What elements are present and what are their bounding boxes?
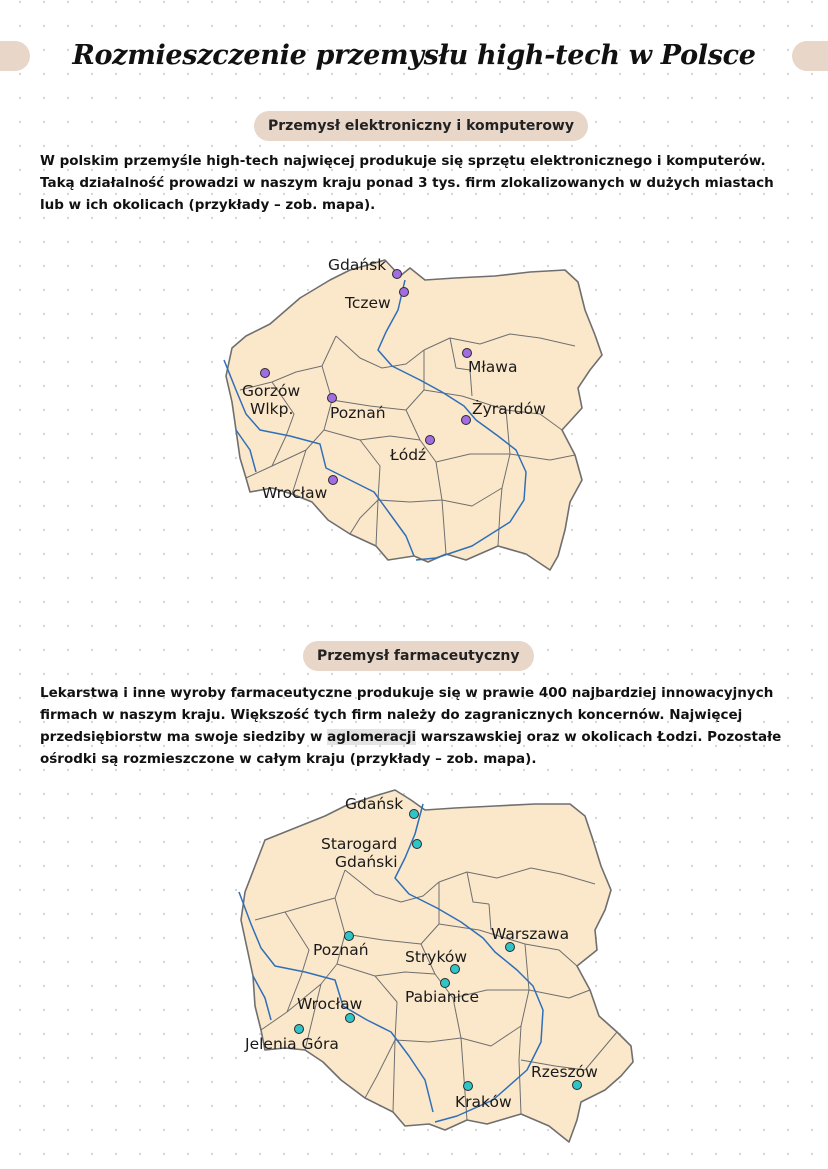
title-bar [0,36,828,76]
city-label-gdansk: Gdańsk [328,256,387,274]
city-label-gorzow-1: Gorzów [242,382,301,400]
city-marker-rzeszow [573,1081,582,1090]
city-marker-gdansk [410,810,419,819]
city-label-zyrardow: Żyrardów [472,400,546,418]
city-marker-zyrardow [462,416,471,425]
poland-map-electronics [210,240,630,620]
page-title: Rozmieszczenie przemysłu high-tech w Polsce [72,40,756,71]
city-marker-wroclaw [329,476,338,485]
city-marker-gorzow [261,369,270,378]
city-label-warszawa: Warszawa [491,925,570,943]
city-marker-poznan [345,932,354,941]
map-electronics [210,240,630,620]
text-highlight: aglomeracji [327,729,417,745]
city-marker-warszawa [506,943,515,952]
city-label-starogard-2: Gdański [335,853,398,871]
text-part-2: warszawskiej oraz w okolicach Łodzi. Pozostałe ośrodki są rozmieszczone w całym kraju (przykłady – zob. mapa). [40,729,782,767]
poland-map-pharma [225,780,645,1160]
title-decoration-right [792,41,828,71]
city-marker-jelenia-gora [295,1025,304,1034]
section-text-pharma [40,682,800,770]
city-label-jelenia-gora: Jelenia Góra [245,1035,339,1053]
city-marker-pabianice [441,979,450,988]
city-marker-gdansk [393,270,402,279]
city-label-gdansk: Gdańsk [345,795,404,813]
city-marker-tczew [400,288,409,297]
city-label-poznan: Poznań [330,404,386,422]
city-label-starogard-1: Starogard [321,835,398,853]
map-land [241,790,633,1142]
city-marker-poznan [328,394,337,403]
city-label-rzeszow: Rzeszów [531,1063,598,1081]
city-marker-wroclaw [346,1014,355,1023]
text-part-1: Lekarstwa i inne wyroby farmaceutyczne produkuje się w prawie 400 najbardziej innowacyjnych firmach w naszym kraju. Większość tych firm należy do zagranicznych koncernów. Najwięcej przedsiębiorstw ma swoje siedziby w [40,685,774,745]
map-pharma [225,780,645,1160]
section-heading-pharma: Przemysł farmaceutyczny [303,641,534,671]
city-marker-starogard [413,840,422,849]
city-label-lodz: Łódź [390,446,427,464]
city-marker-lodz [426,436,435,445]
city-label-wroclaw: Wrocław [262,484,328,502]
city-label-strykow: Stryków [405,948,468,966]
city-label-pabianice: Pabianice [405,988,479,1006]
city-label-tczew: Tczew [345,294,391,312]
city-label-mlawa: Mława [468,358,518,376]
title-decoration-left [0,41,30,71]
section-heading-electronics: Przemysł elektroniczny i komputerowy [254,111,588,141]
section-text-electronics: W polskim przemyśle high-tech najwięcej produkuje się sprzętu elektronicznego i komputerów. Taką działalność prowadzi w naszym kraju ponad 3 tys. firm zlokalizowanych w dużych miastach lub w ich okolicach (przykłady – zob. mapa). [40,153,774,213]
city-marker-krakow [464,1082,473,1091]
city-label-poznan: Poznań [313,941,369,959]
city-marker-mlawa [463,349,472,358]
city-label-wroclaw: Wrocław [297,995,363,1013]
city-label-gorzow-2: Wlkp. [250,400,294,418]
city-label-krakow: Kraków [455,1093,512,1111]
